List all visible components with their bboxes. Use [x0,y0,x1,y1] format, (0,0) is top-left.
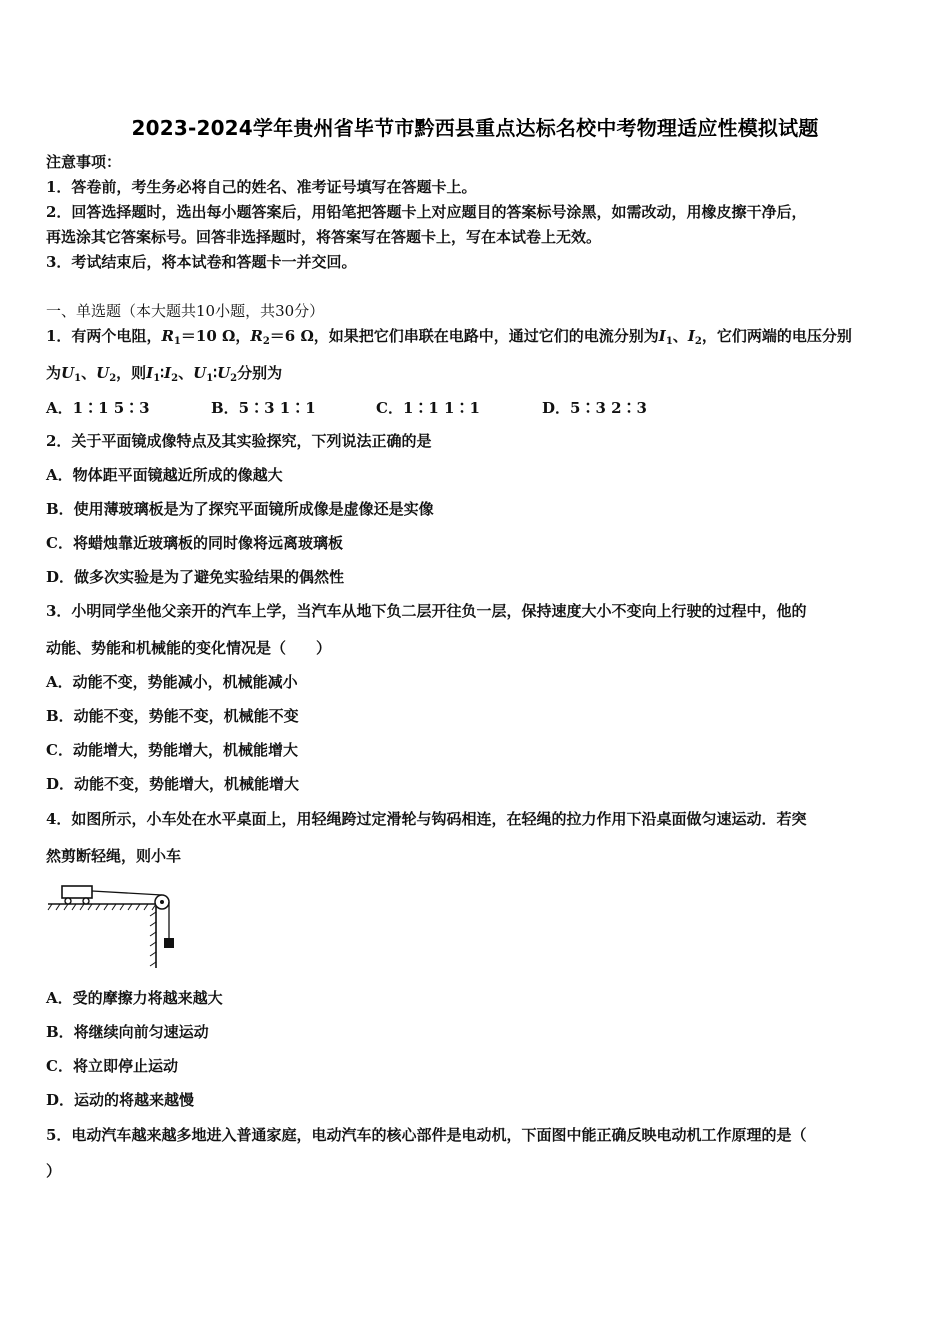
q2-option-c[interactable]: C．将蜡烛靠近玻璃板的同时像将远离玻璃板 [46,534,343,552]
section-heading: 一、单选题（本大题共10小题，共30分） [46,302,325,320]
q4-stem-line2: 然剪断轻绳，则小车 [46,847,182,865]
q3-option-c[interactable]: C．动能增大，势能增大，机械能增大 [46,741,298,759]
rope-horizontal [92,891,162,895]
cart-body [62,886,92,898]
cart-wheel-left [65,898,71,904]
notice-item-2-cont: 再选涂其它答案标号。回答非选择题时，将答案写在答题卡上，写在本试卷上无效。 [46,228,602,246]
q4-option-b[interactable]: B．将继续向前匀速运动 [46,1023,209,1041]
cart-pulley-figure [44,880,194,972]
edge-hatching [150,912,156,966]
q1-option-d[interactable]: D．5∶3 2∶3 [542,399,647,417]
q1-option-b[interactable]: B．5∶3 1∶1 [211,399,316,417]
q2-option-a[interactable]: A．物体距平面镜越近所成的像越大 [46,466,283,484]
q3-option-b[interactable]: B．动能不变，势能不变，机械能不变 [46,707,299,725]
q4-option-c[interactable]: C．将立即停止运动 [46,1057,178,1075]
q3-stem-line1: 3．小明同学坐他父亲开的汽车上学，当汽车从地下负二层开往负一层，保持速度大小不变向上行驶的过程中，他的 [46,602,807,620]
q1-options [46,397,906,419]
q5-stem-line1: 5．电动汽车越来越多地进入普通家庭，电动汽车的核心部件是电动机，下面图中能正确反映电动机工作原理的是（ [46,1126,807,1144]
pulley-axle [160,900,164,904]
q4-option-d[interactable]: D．运动的将越来越慢 [46,1091,195,1109]
q3-stem-line2: 动能、势能和机械能的变化情况是（ ） [46,639,332,657]
q1-stem-line2: 为$U_1$、$U_2$，则$I_1∶I_2$、$U_1∶U_2$分别为 [46,364,283,384]
page-title: 2023-2024学年贵州省毕节市黔西县重点达标名校中考物理适应性模拟试题 [131,116,819,140]
notice-item-1: 1．答卷前，考生务必将自己的姓名、准考证号填写在答题卡上。 [46,178,477,196]
hook-weight [164,938,174,948]
q2-option-d[interactable]: D．做多次实验是为了避免实验结果的偶然性 [46,568,345,586]
notice-heading: 注意事项： [46,153,122,171]
q5-stem-line2: ） [46,1162,62,1180]
table-hatching [48,904,156,910]
cart-wheel-right [83,898,89,904]
notice-item-3: 3．考试结束后，将本试卷和答题卡一并交回。 [46,253,357,271]
q2-option-b[interactable]: B．使用薄玻璃板是为了探究平面镜所成像是虚像还是实像 [46,500,434,518]
q2-stem: 2．关于平面镜成像特点及其实验探究，下列说法正确的是 [46,432,432,450]
q3-option-d[interactable]: D．动能不变，势能增大，机械能增大 [46,775,300,793]
q3-option-a[interactable]: A．动能不变，势能减小，机械能减小 [46,673,298,691]
notice-item-2: 2．回答选择题时，选出每小题答案后，用铅笔把答题卡上对应题目的答案标号涂黑，如需改动，用橡皮擦干净后， [46,203,807,221]
q1-option-c[interactable]: C．1∶1 1∶1 [376,399,480,417]
q1-stem-line1: 1．有两个电阻，$R_1=10$ Ω，$R_2=6$ Ω，如果把它们串联在电路中，通过它们的电流分别为$I_1$、$I_2$，它们两端的电压分别 [46,327,852,347]
q4-option-a[interactable]: A．受的摩擦力将越来越大 [46,989,223,1007]
q1-option-a[interactable]: A．1∶1 5∶3 [46,399,150,417]
q4-stem-line1: 4．如图所示，小车处在水平桌面上，用轻绳跨过定滑轮与钩码相连，在轻绳的拉力作用下沿桌面做匀速运动．若突 [46,810,807,828]
